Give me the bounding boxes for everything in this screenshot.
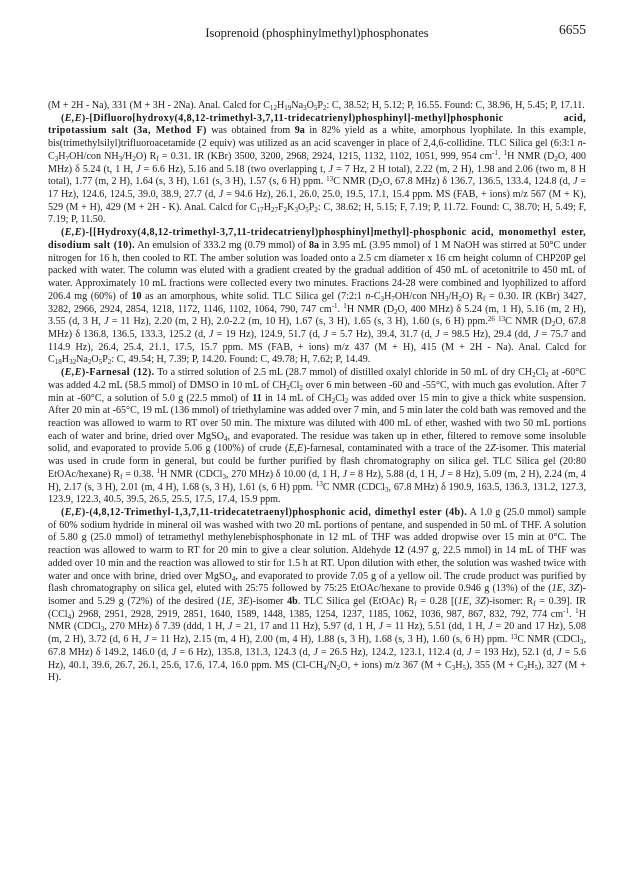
experimental-section	[48, 100, 586, 685]
paragraph-compound-12: (E,E)-Farnesal (12). To a stirred solution of 2.5 mL (28.7 mmol) of distilled oxalyl chloride in 50 mL of dry $CH_2Cl_2$ at -60°C was added 4.2 mL (58.5 mmol) of DMSO in 10 mL of $CH_2Cl_2$ over 6 min between -60 and -55°C, with much gas evolution. After 7 min at -60°C, a solution of 5.0 g (22.5 mmol) of 11 in 14 mL of $CH_2Cl_2$ was added over 15 min to give a thick white suspension. After 20 min at -65°C, 19 mL (136 mmol) of triethylamine was added over 7 min, and 5 min later the cold bath was removed and the reaction was allowed to warm to RT over 50 min. The mixture was diluted with 400 mL of ether, washed with two 50 mL portions each of water and brine, dried over MgSO$_4$, and evaporated. The residue was taken up in ether, filtered to remove some insoluble solid, and evaporated to provide 5.06 g (100%) of crude (E,E)-farnesal, contaminated with a trace of the 2Z-isomer. This material was used in crude form in general, but could be further purified by flash chromatography on silica gel. TLC Silica gel (20:80 EtOAc/hexane) $R_f = 0.38$. $^1$H NMR (CDCl$_3$, 270 MHz) δ 10.00 (d, 1 H, J = 8 Hz), 5.88 (d, 1 H, J = 8 Hz), 5.09 (m, 2 H), 2.24 (m, 4 H), 2.17 (s, 3 H), 2.01 (m, 4 H), 1.68 (s, 3 H), 1.61 (s, 6 H) ppm. $^{13}$C NMR (CDCl$_3$, 67.8 MHz) δ 190.9, 163.5, 136.3, 131.2, 127.3, 123.9, 122.3, 40.5, 39.5, 26.5, 25.5, 17.5, 17.4, 15.9 ppm.	[48, 367, 587, 506]
running-head	[48, 20, 586, 42]
running-title: Isoprenoid (phosphinylmethyl)phosphonates	[205, 26, 429, 40]
paragraph-compound-4b: (E,E)-(4,8,12-Trimethyl-1,3,7,11-tridecatetraenyl)phosphonic acid, dimethyl ester (4b). A 1.0 g (25.0 mmol) sample of 60% sodium hydride in mineral oil was washed with two 20 mL portions of pentane, and suspended in 50 mL of THF. A solution of 5.80 g (25.0 mmol) of tetramethyl methylenebisphosphonate in 12 mL of THF was added dropwise over 15 min at 0°C. The reaction was allowed to warm to RT for 20 min to give a clear solution. Aldehyde 12 (4.97 g, 22.5 mmol) in 14 mL of THF was added over 10 min and the reaction was allowed to stir for 1.5 h at RT. Upon dilution with ether, the solution was washed twice with water and once with brine, dried over MgSO$_4$, and evaporated to provide 7.05 g of a yellow oil. The crude product was purified by flash chromatography on silica gel, eluted with 25:75 followed by 75:25 EtOAc/hexane to provide 0.946 g (13%) of the (1E, 3Z)-isomer and 5.29 g (72%) of the desired (1E, 3E)-isomer 4b. TLC Silica gel (EtOAc) $R_f = 0.28$ [(1E, 3Z)-isomer: $R_f = 0.39$]. IR (CCl$_4$) 2968, 2951, 2928, 2919, 2851, 1640, 1589, 1448, 1385, 1254, 1237, 1185, 1062, 1036, 987, 867, 832, 792, 774 $cm^{-1}$. $^1$H NMR (CDCl$_3$, 270 MHz) δ 7.39 (ddd, 1 H, J = 21, 17 and 11 Hz), 5.97 (d, 1 H, J = 11 Hz), 5.51 (dd, 1 H, J = 20 and 17 Hz), 5.08 (m, 2 H), 3.72 (d, 6 H, J = 11 Hz), 2.15 (m, 4 H), 2.00 (m, 4 H), 1.88 (s, 3 H), 1.68 (s, 3 H), 1.60 (s, 6 H) ppm. $^{13}$C NMR (CDCl$_3$, 67.8 MHz) δ 149.2, 146.0 (d, J = 6 Hz), 135.8, 131.3, 124.3 (d, J = 26.5 Hz), 124.2, 123.1, 112.4 (d, J = 193 Hz), 52.1 (d, J = 5.6 Hz), 40.1, 39.6, 26.7, 26.1, 25.6, 17.6, 17.4, 16.0 ppm. MS ($CI-CH_4/N_2O$, + ions) m/z 367 $(M + C_3H_5)$, 355 $(M + C_2H_5)$, 327 (M + H).	[48, 507, 587, 684]
paragraph-compound-3a: (E,E)-[Difluoro[hydroxy(4,8,12-trimethyl-3,7,11-tridecatrienyl)phosphinyl]-methyl]phosphonic acid, tripotassium salt (3a, Method F) was obtained from 9a in 82% yield as a white, amorphous lyophilate. In this example, bis(trimethylsilyl)trifluoroacetamide (2 equiv) was utilized as an acid scavenger in place of 2,4,6-collidine. TLC Silica gel (6:3:1 $n-C_3H_7OH$/con $NH_3/H_2O$) $R_f = 0.31$. IR (KBr) 3500, 3200, 2968, 2924, 1215, 1132, 1102, 1051, 999, 954 $cm^{-1}$. $^1$H NMR ($D_2O$, 400 MHz) δ 5.24 (t, 1 H, J = 6.6 Hz), 5.16 and 5.18 (two overlapping t, J = 7 Hz, 2 H total), 2.22 (m, 2 H), 1.98 and 2.06 (two m, 8 H total), 1.77 (m, 2 H), 1.64 (s, 3 H), 1.61 (s, 3 H), 1.57 (s, 6 H) ppm. $^{13}$C NMR ($D_2O$, 67.8 MHz) δ 136.7, 136.5, 133.4, 124.8 (d, J = 17 Hz), 124.6, 124.5, 39.0, 38.9, 27.7 (d, J = 94.6 Hz), 26.1, 26.0, 25.0, 19.5, 17.1, 15.4 ppm. MS (FAB, + ions) m/z 567 (M + K), 529 (M + H), 429 (M + 2H - K). Anal. Calcd for $C_{17}H_{27}F_2K_3O_5P_2$: C, 38.62; H, 5.15; F, 7.19; P, 11.72. Found: C, 38.70; H, 5.49; F, 7.19; P, 11.50.	[48, 112, 587, 226]
paragraph-continuation: (M + 2H - Na), 331 (M + 3H - 2Na). Anal. Calcd for $C_{12}H_{19}Na_3O_5P_2$: C, 38.52; H, 5.12; P, 16.55. Found: C, 38.96, H, 5.45; P, 17.11.	[48, 100, 585, 112]
page-number: 6655	[559, 22, 586, 37]
paragraph-compound-10: (E,E)-[[Hydroxy(4,8,12-trimethyl-3,7,11-tridecatrienyl)phosphinyl]methyl]-phosphonic acid, monomethyl ester, disodium salt (10). An emulsion of 333.2 mg (0.79 mmol) of 8a in 3.95 mL (3.95 mmol) of 1 M NaOH was stirred at 50°C under nitrogen for 16 h, then cooled to RT. The amber solution was loaded onto a 2.5 cm diameter x 16 cm height column of CHP20P gel packed with water. The column was eluted with a gradient created by the gradual addition of 450 mL of acetonitrile to 450 mL of water. Approximately 10 mL fractions were collected every two minutes. Fractions 24-28 were combined and lyophilized to afford 206.4 mg (60%) of 10 as an amorphous, white solid. TLC Silica gel (7:2:1 $n-C_3H_7OH$/con $NH_3/H_2O$) $R_f = 0.30$. IR (KBr) 3427, 3282, 2966, 2924, 2854, 1218, 1172, 1146, 1102, 1064, 790, 747 $cm^{-1}$. $^1$H NMR ($D_2O$, 400 MHz) δ 5.24 (m, 1 H), 5.16 (m, 2 H), 3.55 (d, 3 H, J = 11 Hz), 2.20 (m, 2 H), 2.0-2.2 (m, 10 H), 1.67 (s, 3 H), 1.65 (s, 3 H), 1.60 (s, 6 H) ppm.$^{26}$ $^{13}$C NMR ($D_2O$, 67.8 MHz) δ 136.8, 136.5, 133.3, 125.2 (d, J = 19 Hz), 124.9, 51.7 (d, J = 5.7 Hz), 39.4, 31.7 (d, J = 98.5 Hz), 29.4 (dd, J = 75.7 and 114.9 Hz), 26.4, 25.4, 21.1, 17.5, 15.7 ppm. MS (FAB, + ions) m/z 437 (M + H), 415 (M + 2H - Na). Anal. Calcd for $C_{18}H_{32}Na_2O_5P_2$: C, 49.54; H, 7.39; P, 14.20. Found: C, 49.78; H, 7.62; P, 14.49.	[48, 227, 587, 367]
